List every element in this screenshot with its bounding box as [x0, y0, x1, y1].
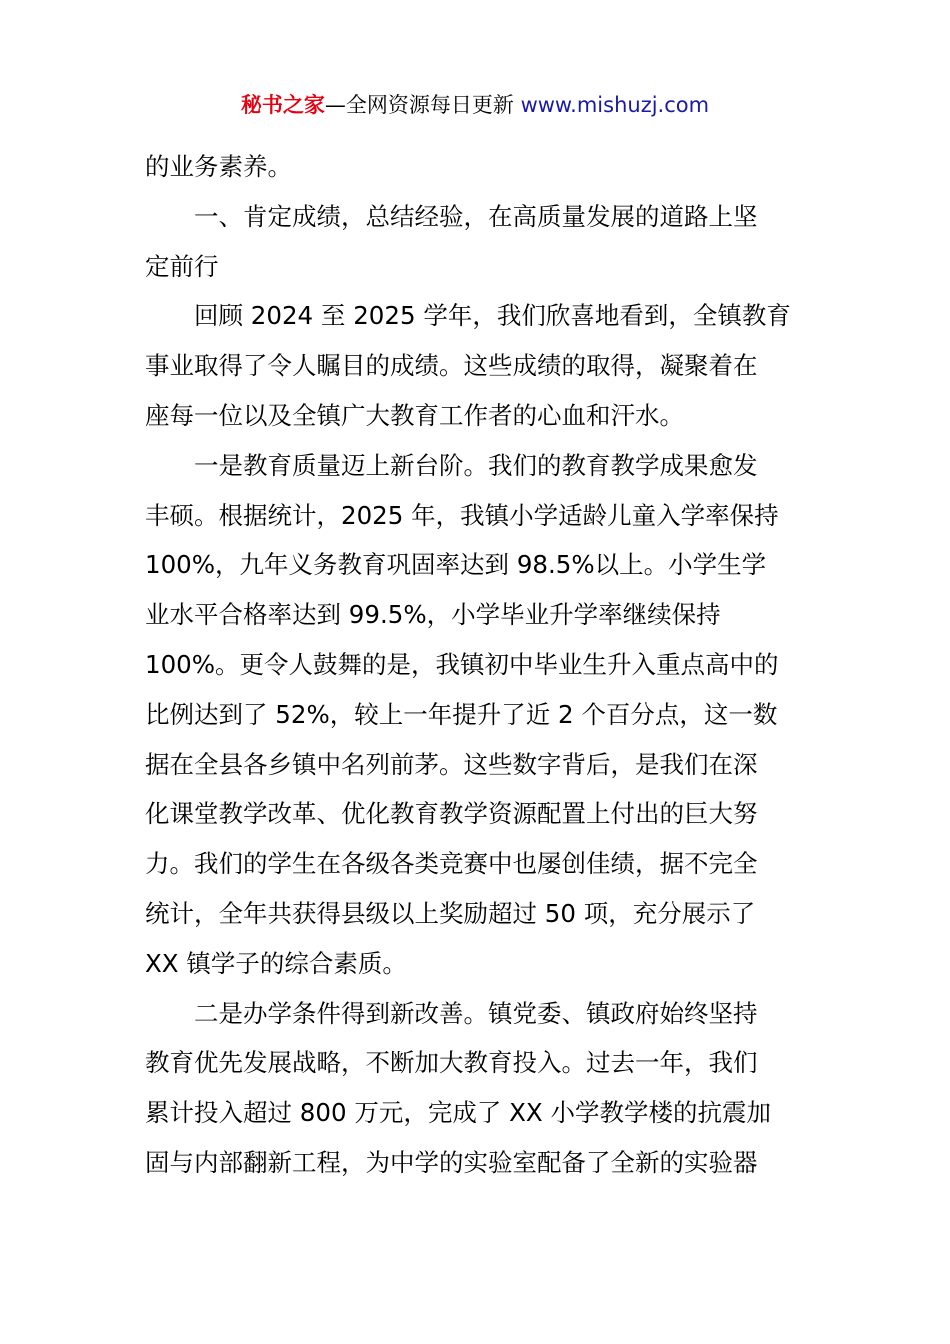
text-line: 一是教育质量迈上新台阶。我们的教育教学成果愈发 [194, 450, 758, 480]
text-line: 据在全县各乡镇中名列前茅。这些数字背后，是我们在深 [145, 749, 758, 779]
text-line: 比例达到了 52%，较上一年提升了近 2 个百分点，这一数 [145, 699, 778, 729]
text-line: 固与内部翻新工程，为中学的实验室配备了全新的实验器 [145, 1147, 758, 1177]
header-brand: 秘书之家 [240, 93, 325, 117]
section-heading-line: 一、肯定成绩，总结经验，在高质量发展的道路上坚 [194, 201, 758, 231]
text-line: 的业务素养。 [145, 152, 292, 181]
text-line: 回顾 2024 至 2025 学年，我们欣喜地看到，全镇教育 [194, 301, 791, 331]
text-line: 累计投入超过 800 万元，完成了 XX 小学教学楼的抗震加 [145, 1098, 771, 1128]
text-line: 丰硕。根据统计，2025 年，我镇小学适龄儿童入学率保持 [145, 500, 779, 530]
text-line: 化课堂教学改革、优化教育教学资源配置上付出的巨大努 [145, 799, 758, 829]
text-line: 二是办学条件得到新改善。镇党委、镇政府始终坚持 [194, 998, 758, 1028]
section-heading-line: 定前行 [145, 251, 219, 281]
text-line: 教育优先发展战略，不断加大教育投入。过去一年，我们 [145, 1048, 758, 1078]
text-line: 统计，全年共获得县级以上奖励超过 50 项，充分展示了 [145, 898, 756, 928]
text-line: 力。我们的学生在各级各类竞赛中也屡创佳绩，据不完全 [145, 849, 758, 879]
page-header [0, 88, 950, 122]
document-body [145, 142, 815, 1188]
text-line: 事业取得了令人瞩目的成绩。这些成绩的取得，凝聚着在 [145, 351, 758, 381]
text-line: 100%，九年义务教育巩固率达到 98.5%以上。小学生学 [145, 550, 767, 580]
text-line: 100%。更令人鼓舞的是，我镇初中毕业生升入重点高中的 [145, 649, 779, 679]
text-line: 业水平合格率达到 99.5%，小学毕业升学率继续保持 [145, 600, 721, 630]
header-url-link[interactable]: www.mishuzj.com [520, 93, 710, 117]
text-line: XX 镇学子的综合素质。 [145, 948, 407, 978]
text-line: 座每一位以及全镇广大教育工作者的心血和汗水。 [145, 400, 684, 430]
header-tagline: —全网资源每日更新 [324, 93, 514, 117]
